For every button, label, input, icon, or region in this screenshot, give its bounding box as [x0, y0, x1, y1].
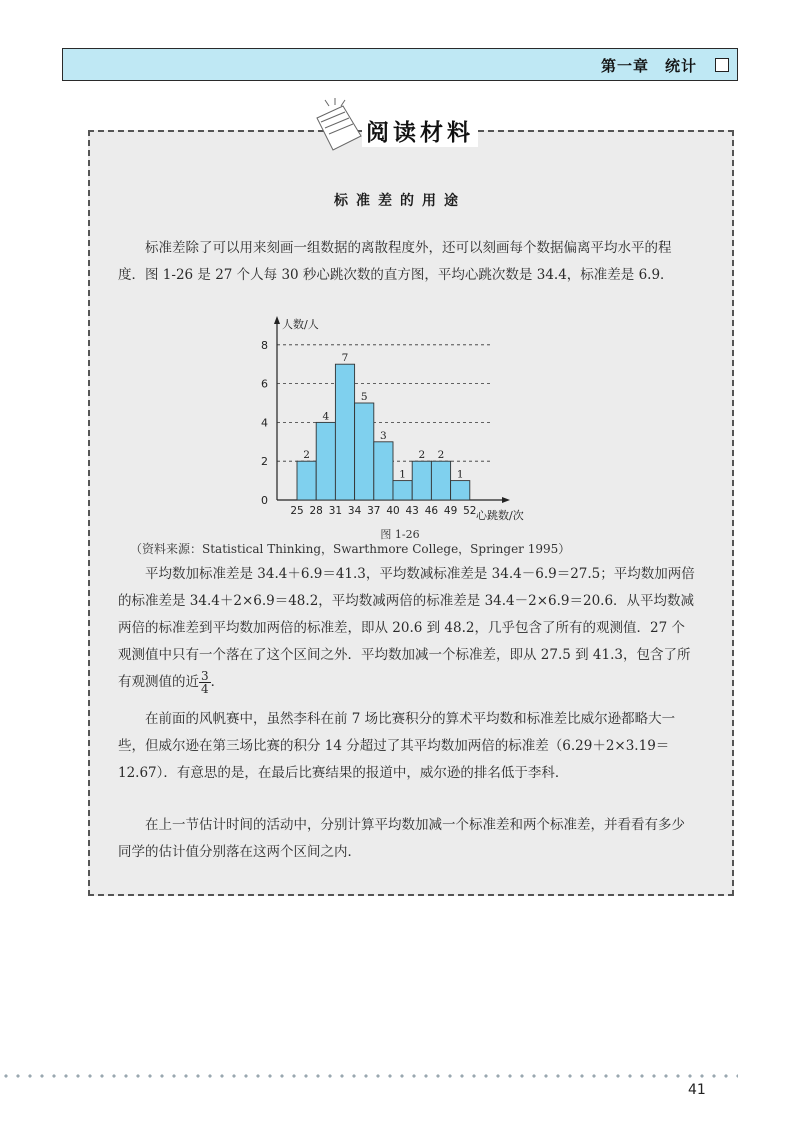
chapter-header-bar: [62, 48, 738, 81]
y-tick-label: 8: [261, 338, 268, 352]
bar-value-label: 7: [341, 352, 349, 365]
paragraph-sailing-race: 在前面的风帆赛中，虽然李科在前 7 场比赛积分的算术平均数和标准差比威尔逊都略大一些，但威尔逊在第三场比赛的积分 14 分超过了其平均数加两倍的标准差（6.29＋2×3.19＝12.67）．有意思的是，在最后比赛结果的报道中，威尔逊的排名低于李科．: [118, 711, 676, 781]
y-axis-label: 人数/人: [282, 318, 319, 331]
histogram-bar: [374, 442, 393, 500]
paragraph-mean-sd-text: 平均数加标准差是 34.4＋6.9＝41.3，平均数减标准差是 34.4－6.9＝27.5；平均数加两倍的标准差是 34.4＋2×6.9＝48.2，平均数减两倍的标准差是 34.4－2×6.9＝20.6．从平均数减两倍的标准差到平均数加两倍的标准差，即从 20.6 到 48.2，几乎包含了所有的观测值．27 个观测值中只有一个落在了这个区间之外．平均数加减一个标准差，即从 27.5 到 41.3，包含了所有观测值的近: [118, 566, 695, 690]
x-tick-label: 46: [424, 505, 439, 517]
x-tick-label: 25: [290, 505, 304, 517]
chapter-title: 第一章 统计: [600, 57, 697, 75]
x-tick-label: 40: [386, 505, 400, 517]
x-tick-label: 31: [328, 505, 343, 517]
footer-dotted-line: [0, 1074, 738, 1078]
bar-value-label: 5: [360, 391, 368, 403]
histogram-bar: [297, 461, 316, 500]
paragraph-mean-sd-end: ．: [210, 674, 225, 690]
bar-value-label: 1: [456, 468, 464, 481]
paragraph-intro: 标准差除了可以用来刻画一组数据的离散程度外，还可以刻画每个数据偏离平均水平的程度．图 1-26 是 27 个人每 30 秒心跳次数的直方图，平均心跳次数是 34.4，标准差是 6.9．: [118, 240, 674, 283]
y-tick-label: 4: [261, 416, 268, 430]
data-source-note: （资料来源：Statistical Thinking，Swarthmore College，Springer 1995）: [130, 542, 571, 556]
histogram-bar: [451, 481, 470, 500]
fraction-denominator: 4: [201, 682, 209, 696]
section-title: 标准差的用途: [334, 193, 466, 209]
histogram-bar: [393, 481, 412, 500]
x-tick-label: 52: [463, 505, 477, 517]
x-tick-label: 49: [443, 505, 458, 517]
x-tick-label: 43: [405, 505, 419, 517]
bar-value-label: 3: [380, 429, 387, 442]
header-square-icon: [715, 58, 729, 72]
bar-value-label: 2: [418, 449, 426, 462]
x-axis-arrow: [502, 497, 510, 503]
y-axis-arrow: [274, 316, 280, 324]
x-tick-label: 28: [309, 505, 323, 517]
page-number: 41: [688, 1082, 706, 1098]
fraction-numerator: 3: [201, 669, 209, 683]
x-tick-label: 34: [347, 505, 362, 517]
y-tick-label: 6: [261, 377, 268, 391]
figure-caption: 图 1-26: [380, 528, 420, 541]
bar-value-label: 2: [303, 449, 310, 462]
bar-value-label: 2: [437, 449, 445, 462]
fraction-three-quarters: [199, 670, 211, 695]
histogram-bar: [335, 364, 354, 500]
histogram-bar: [431, 461, 450, 500]
x-tick-label: 37: [367, 505, 381, 517]
histogram-bar: [412, 461, 431, 500]
x-axis-label: 心跳数/次: [476, 509, 524, 522]
paragraph-activity: 在上一节估计时间的活动中，分别计算平均数加减一个标准差和两个标准差，并看看有多少同学的估计值分别落在这两个区间之内．: [118, 817, 685, 860]
paragraph-mean-sd: [118, 561, 698, 696]
bar-value-label: 4: [322, 410, 330, 423]
reading-banner-label: 阅读材料: [362, 114, 478, 147]
y-tick-label: 0: [261, 494, 268, 507]
y-tick-label: 2: [261, 455, 268, 469]
histogram-bar: [355, 403, 374, 500]
heartbeat-histogram: [240, 312, 550, 530]
bar-value-label: 1: [399, 468, 406, 481]
histogram-bar: [316, 422, 335, 500]
